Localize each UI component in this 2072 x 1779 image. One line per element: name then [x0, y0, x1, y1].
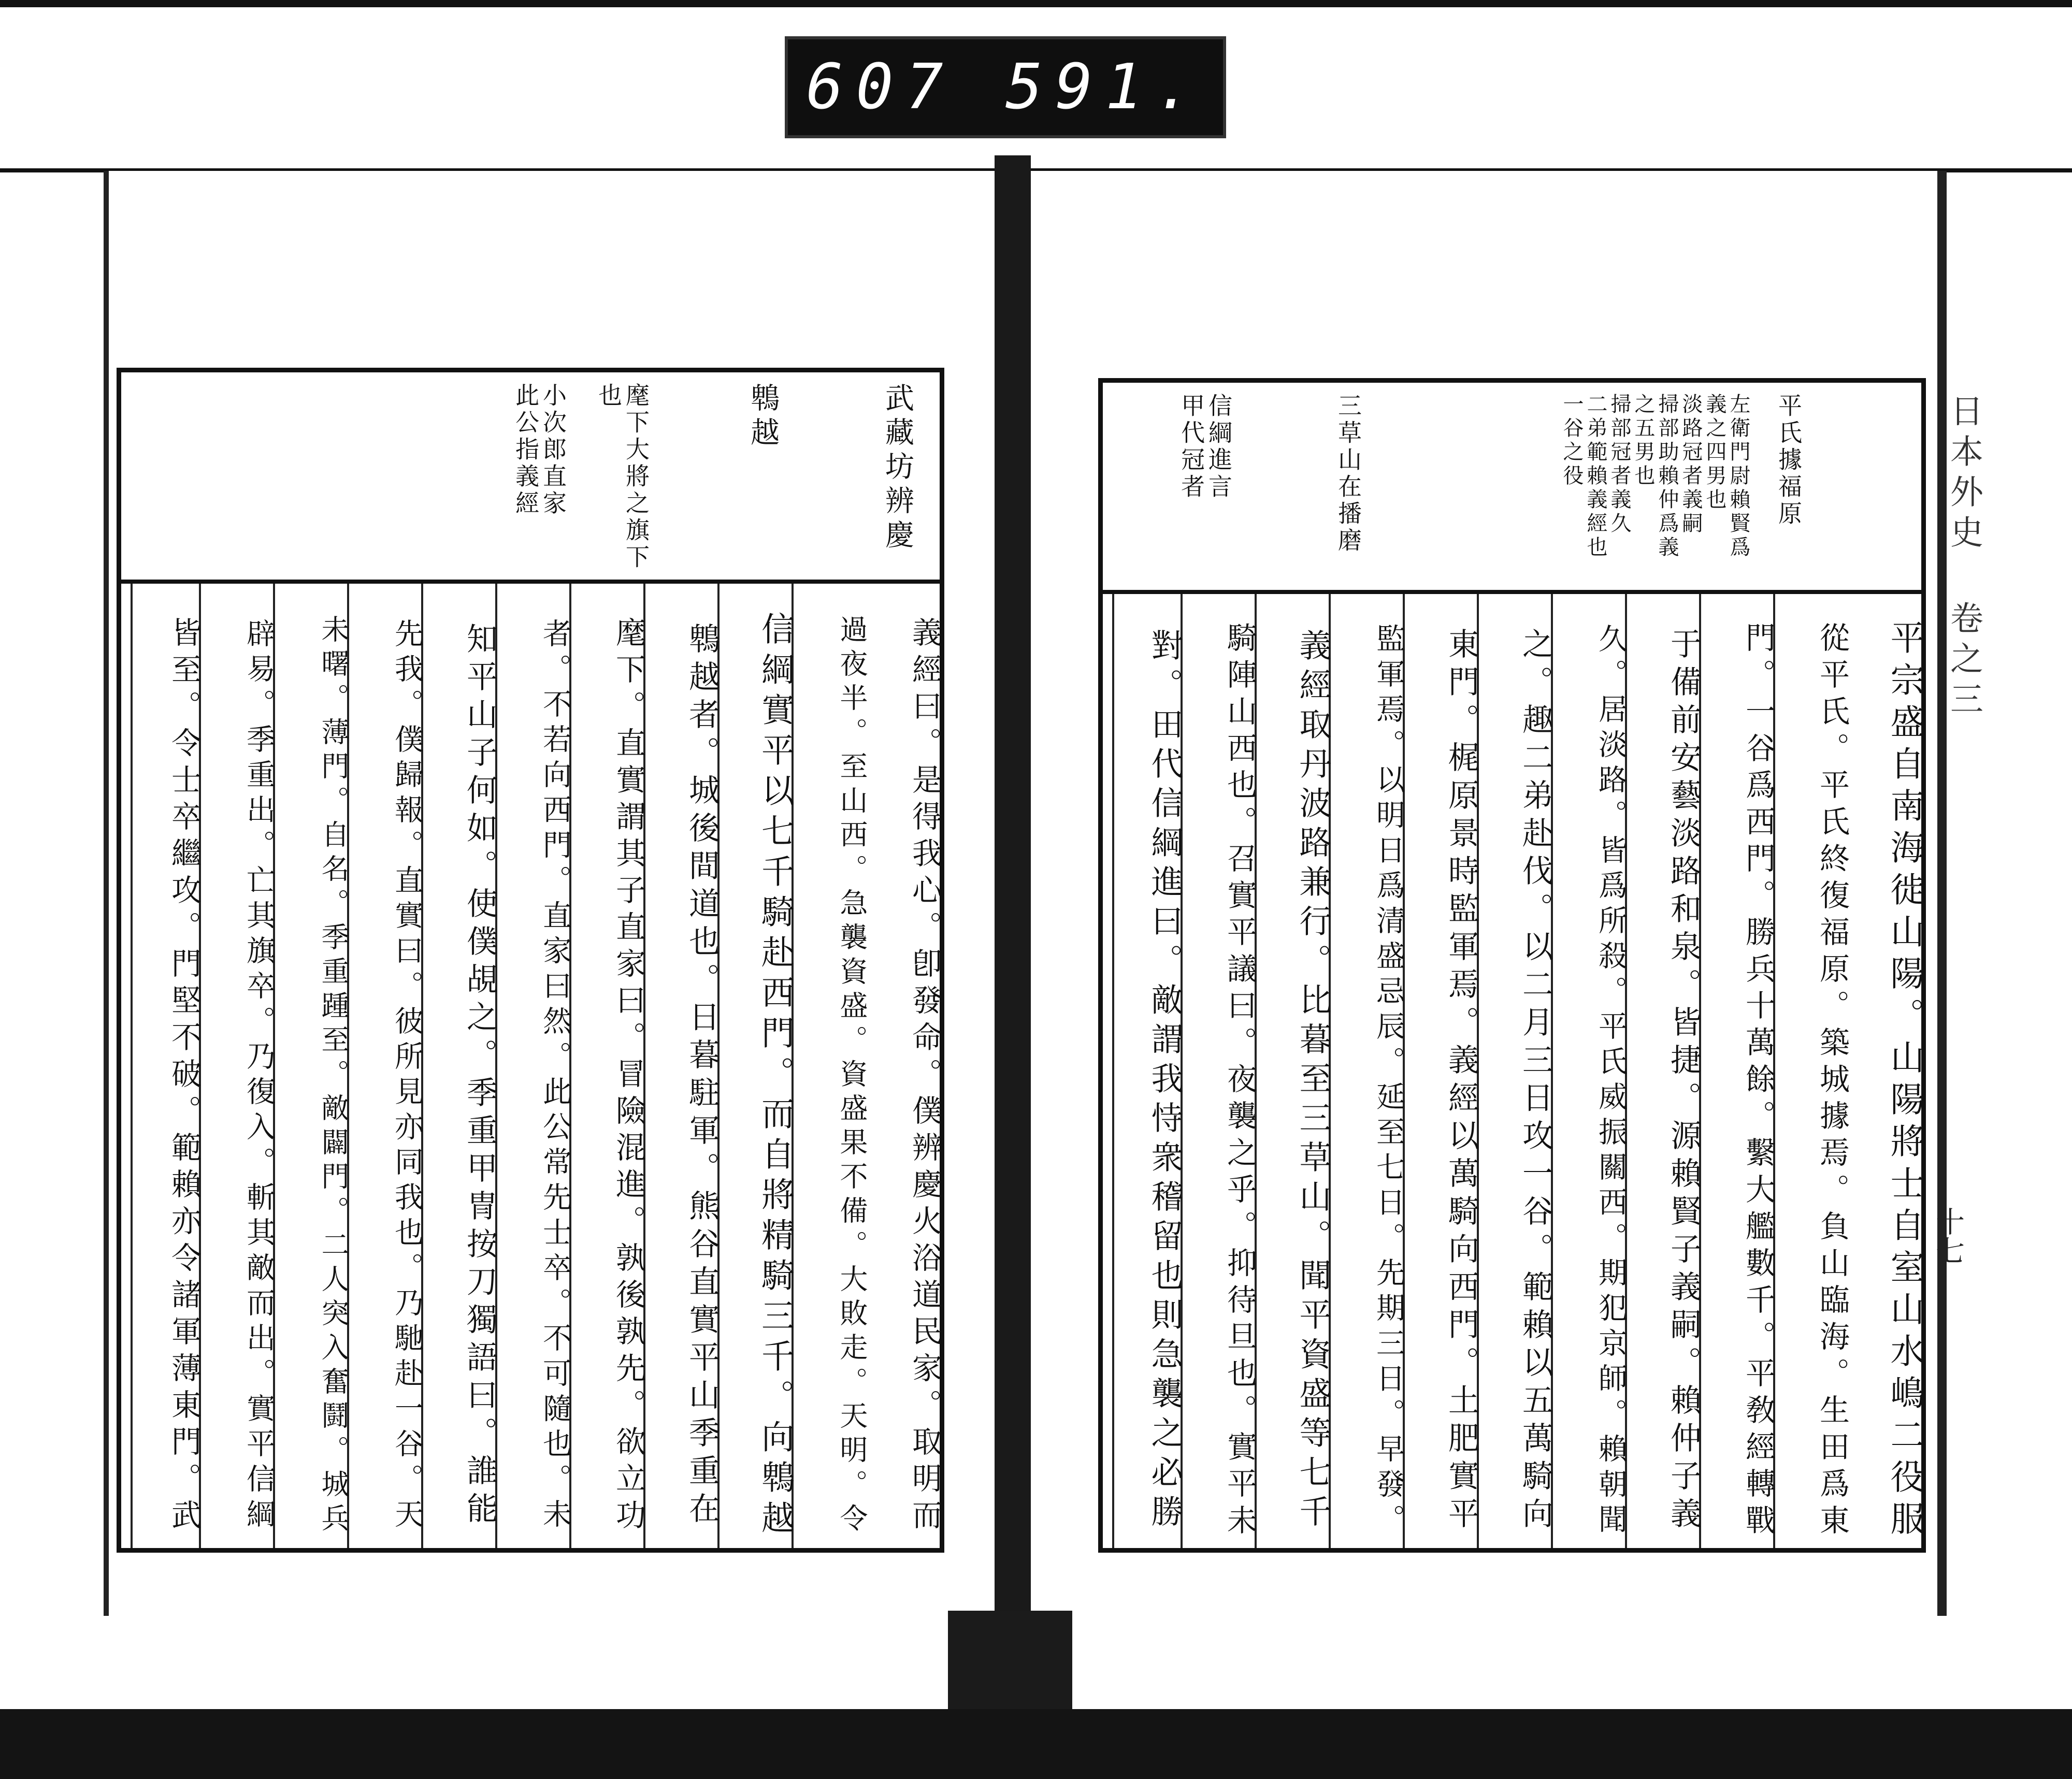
left-main-text [121, 584, 940, 1548]
right-margin-title: 日本外史 卷之三 [1945, 394, 1983, 722]
left-text-column-3: 信綱實平以七千騎赴西門。而自將精騎三千。向鵯越 [717, 584, 792, 1548]
left-headnote-2: 鵯越 [746, 383, 780, 451]
left-text-column-7: 知平山子何如。使僕覘之。季重甲冑按刀獨語曰。誰能 [421, 584, 495, 1548]
top-scan-border [0, 0, 2072, 7]
left-text-column-4: 鵯越者。城後間道也。日暮駐軍。熊谷直實平山季重在 [643, 584, 717, 1548]
right-text-column-3: 門。一谷爲西門。勝兵十萬餘。繫大艦數千。平敎經轉戰 [1699, 594, 1773, 1548]
left-text-column-5: 麾下。直實謂其子直家曰。冒險混進。孰後孰先。欲立功 [569, 584, 643, 1548]
right-headnote-area [1103, 383, 1921, 594]
right-text-column-7: 東門。梶原景時監軍焉。義經以萬騎向西門。土肥實平 [1403, 594, 1477, 1548]
left-text-column-1: 義經曰。是得我心。卽發命。僕辨慶火浴道民家。取明而 [907, 616, 942, 1536]
right-page-number: 十七 [1931, 1207, 1965, 1265]
right-headnote-3: 三草山在播磨 [1334, 393, 1362, 555]
left-text-column-2: 過夜半。至山西。急襲資盛。資盛果不備。大敗走。天明。令 [792, 584, 866, 1548]
right-text-frame [1098, 378, 1926, 1553]
right-headnote-2: 左衛門尉賴賢爲 義之四男也 淡路冠者義嗣 掃部助賴仲爲義 之五男也 掃部冠者義久 二弟範賴義經也 一谷之役 [1560, 393, 1750, 560]
right-text-column-6: 之。趣二弟赴伐。以二月三日攻一谷。範賴以五萬騎向 [1477, 594, 1551, 1548]
right-text-column-2: 從平氏。平氏終復福原。築城據焉。負山臨海。生田爲東 [1773, 594, 1847, 1548]
left-headnote-1: 武藏坊辨慶 [881, 383, 914, 554]
catalog-number-label [785, 36, 1226, 138]
left-headnote-3: 麾下大將之旗下 也 [595, 383, 650, 571]
catalog-number-text: 607 591. [806, 51, 1205, 123]
book-gutter [995, 155, 1031, 1709]
right-text-column-4: 于備前安藝淡路和泉。皆捷。源賴賢子義嗣。賴仲子義 [1625, 594, 1699, 1548]
left-text-frame [117, 368, 944, 1553]
right-headnote-1: 平氏據福原 [1775, 393, 1803, 528]
left-text-column-10: 辟易。季重出。亡其旗卒。乃復入。斬其敵而出。實平信綱 [199, 584, 273, 1548]
right-headnote-4: 信綱進言 甲代冠者 [1177, 393, 1233, 501]
right-text-column-9: 義經取丹波路兼行。比暮至三草山。聞平資盛等七千 [1255, 594, 1329, 1548]
left-headnote-area [121, 372, 940, 584]
left-text-column-9: 未曙。薄門。自名。季重踵至。敵闢門。二人突入奮鬪。城兵 [273, 584, 347, 1548]
gutter-binding-shadow [948, 1611, 1072, 1709]
left-headnote-4: 小次郎直家 此公指義經 [512, 383, 567, 517]
right-text-column-8: 監軍焉。以明日爲清盛忌辰。延至七日。先期三日。早發。 [1329, 594, 1403, 1548]
right-text-column-1: 平宗盛自南海徙山陽。山陽將士自室山水嶋二役服 [1884, 620, 1924, 1543]
left-text-column-8: 先我。僕歸報。直實曰。彼所見亦同我也。乃馳赴一谷。天 [347, 584, 421, 1548]
right-text-column-5: 久。居淡路。皆爲所殺。平氏威振關西。期犯京師。賴朝聞 [1551, 594, 1625, 1548]
right-text-column-11: 對。田代信綱進曰。敵謂我恃衆稽留也則急襲之必勝 [1112, 594, 1181, 1548]
bottom-scan-border [0, 1709, 2072, 1779]
left-text-column-6: 者。不若向西門。直家曰然。此公常先士卒。不可隨也。未 [495, 584, 569, 1548]
left-text-column-11: 皆至。令士卒繼攻。門堅不破。範賴亦令諸軍薄東門。武 [131, 584, 199, 1548]
right-main-text [1103, 594, 1924, 1548]
right-text-column-10: 騎陣山西也。召實平議曰。夜襲之乎。抑待旦也。實平未 [1181, 594, 1255, 1548]
